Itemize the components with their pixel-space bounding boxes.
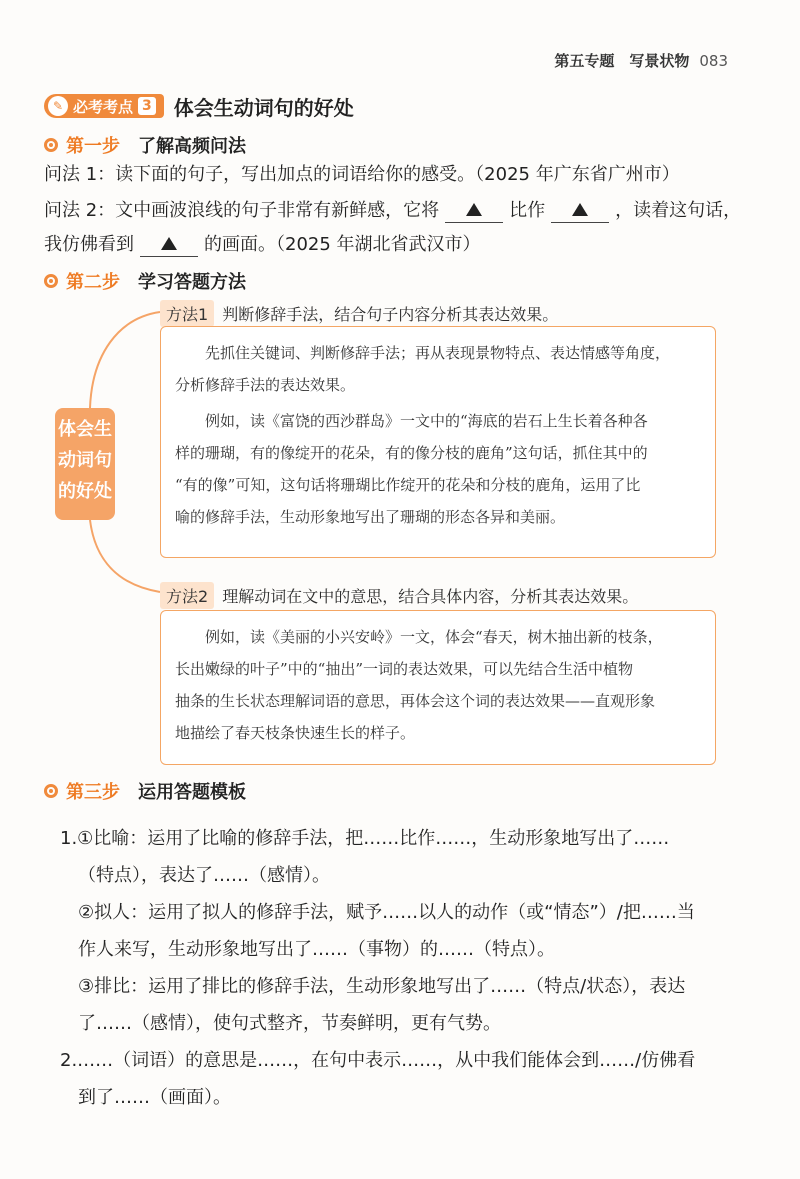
step1-label: 第一步	[66, 136, 120, 157]
template-line: （特点），表达了……（感情）。	[78, 865, 330, 886]
method1-tag: 方法1	[160, 300, 214, 327]
template-line: 了……（感情），使句式整齐，节奏鲜明，更有气势。	[78, 1013, 501, 1034]
question-2-part-e: 的画面。（2025 年湖北省武汉市）	[204, 234, 481, 255]
text-line: 地描绘了春天枝条快速生长的样子。	[175, 724, 416, 742]
method2-title: 理解动词在文中的意思，结合具体内容，分析其表达效果。	[222, 587, 639, 606]
page-title: 体会生动词句的好处	[173, 95, 354, 120]
template-line: 2.……（词语）的意思是……，在句中表示……，从中我们能体会到……/仿佛看	[60, 1050, 696, 1071]
step1-text: 了解高频问法	[138, 136, 246, 157]
section-title: 第五专题 写景状物	[554, 52, 690, 70]
template-line: 作人来写，生动形象地写出了……（事物）的……（特点）。	[78, 939, 555, 960]
bullet-circle-icon	[44, 784, 58, 798]
template-line: ③排比：运用了排比的修辞手法，生动形象地写出了……（特点/状态），表达	[78, 976, 686, 997]
text-line: 分析修辞手法的表达效果。	[175, 376, 356, 394]
center-line: 体会生	[58, 419, 112, 440]
text-line: 例如，读《富饶的西沙群岛》一文中的“海底的岩石上生长着各种各	[205, 412, 648, 430]
badge-label: 必考考点	[73, 97, 134, 116]
question-2-part-c: ，读着这句话，	[615, 200, 742, 221]
method1-title: 判断修辞手法，结合句子内容分析其表达效果。	[222, 305, 559, 324]
text-line: 长出嫩绿的叶子”中的“抽出”一词的表达效果，可以先结合生活中植物	[175, 660, 634, 678]
text-line: 喻的修辞手法，生动形象地写出了珊瑚的形态各异和美丽。	[175, 508, 566, 526]
pencil-icon: ✎	[48, 96, 68, 116]
center-line: 的好处	[58, 481, 112, 502]
badge-number: 3	[138, 97, 156, 115]
method1-para2	[175, 405, 703, 437]
step3-label: 第三步	[66, 782, 120, 803]
text-line: 先抓住关键词、判断修辞手法；再从表现景物特点、表达情感等角度，	[205, 344, 671, 362]
method1-box	[160, 326, 716, 558]
step2-text: 学习答题方法	[138, 272, 246, 293]
text-line: 抽条的生长状态理解词语的意思，再体会这个词的表达效果——直观形象	[175, 692, 656, 710]
step3-heading	[44, 778, 246, 804]
method2-tag: 方法2	[160, 582, 214, 609]
method2-heading	[160, 582, 638, 609]
question-1: 问法 1：读下面的句子，写出加点的词语给你的感受。（2025 年广东省广州市）	[44, 164, 680, 185]
center-line: 动词句	[58, 450, 112, 471]
question-2-part-b: 比作	[509, 200, 546, 221]
step3-text: 运用答题模板	[138, 782, 246, 803]
method1-para1	[175, 337, 703, 369]
question-2-part-a: 问法 2：文中画波浪线的句子非常有新鲜感，它将	[44, 200, 440, 221]
step2-label: 第二步	[66, 272, 120, 293]
mindmap-center-node	[55, 408, 115, 520]
text-line: “有的像”可知，这句话将珊瑚比作绽开的花朵和分枝的鹿角，运用了比	[175, 476, 641, 494]
text-line: 例如，读《美丽的小兴安岭》一文，体会“春天，树木抽出新的枝条，	[205, 628, 663, 646]
question-2-part-d: 我仿佛看到	[44, 234, 134, 255]
text-line: 样的珊瑚，有的像绽开的花朵，有的像分枝的鹿角”这句话，抓住其中的	[175, 444, 648, 462]
page-number: 083	[699, 52, 728, 70]
method2-para1	[175, 621, 703, 653]
method1-heading	[160, 300, 558, 327]
method2-box	[160, 610, 716, 765]
template-line: 到了……（画面）。	[78, 1087, 231, 1108]
template-line: ②拟人：运用了拟人的修辞手法，赋予……以人的动作（或“情态”）/把……当	[78, 902, 695, 923]
template-line: 1.①比喻：运用了比喻的修辞手法，把……比作……，生动形象地写出了……	[60, 828, 670, 849]
